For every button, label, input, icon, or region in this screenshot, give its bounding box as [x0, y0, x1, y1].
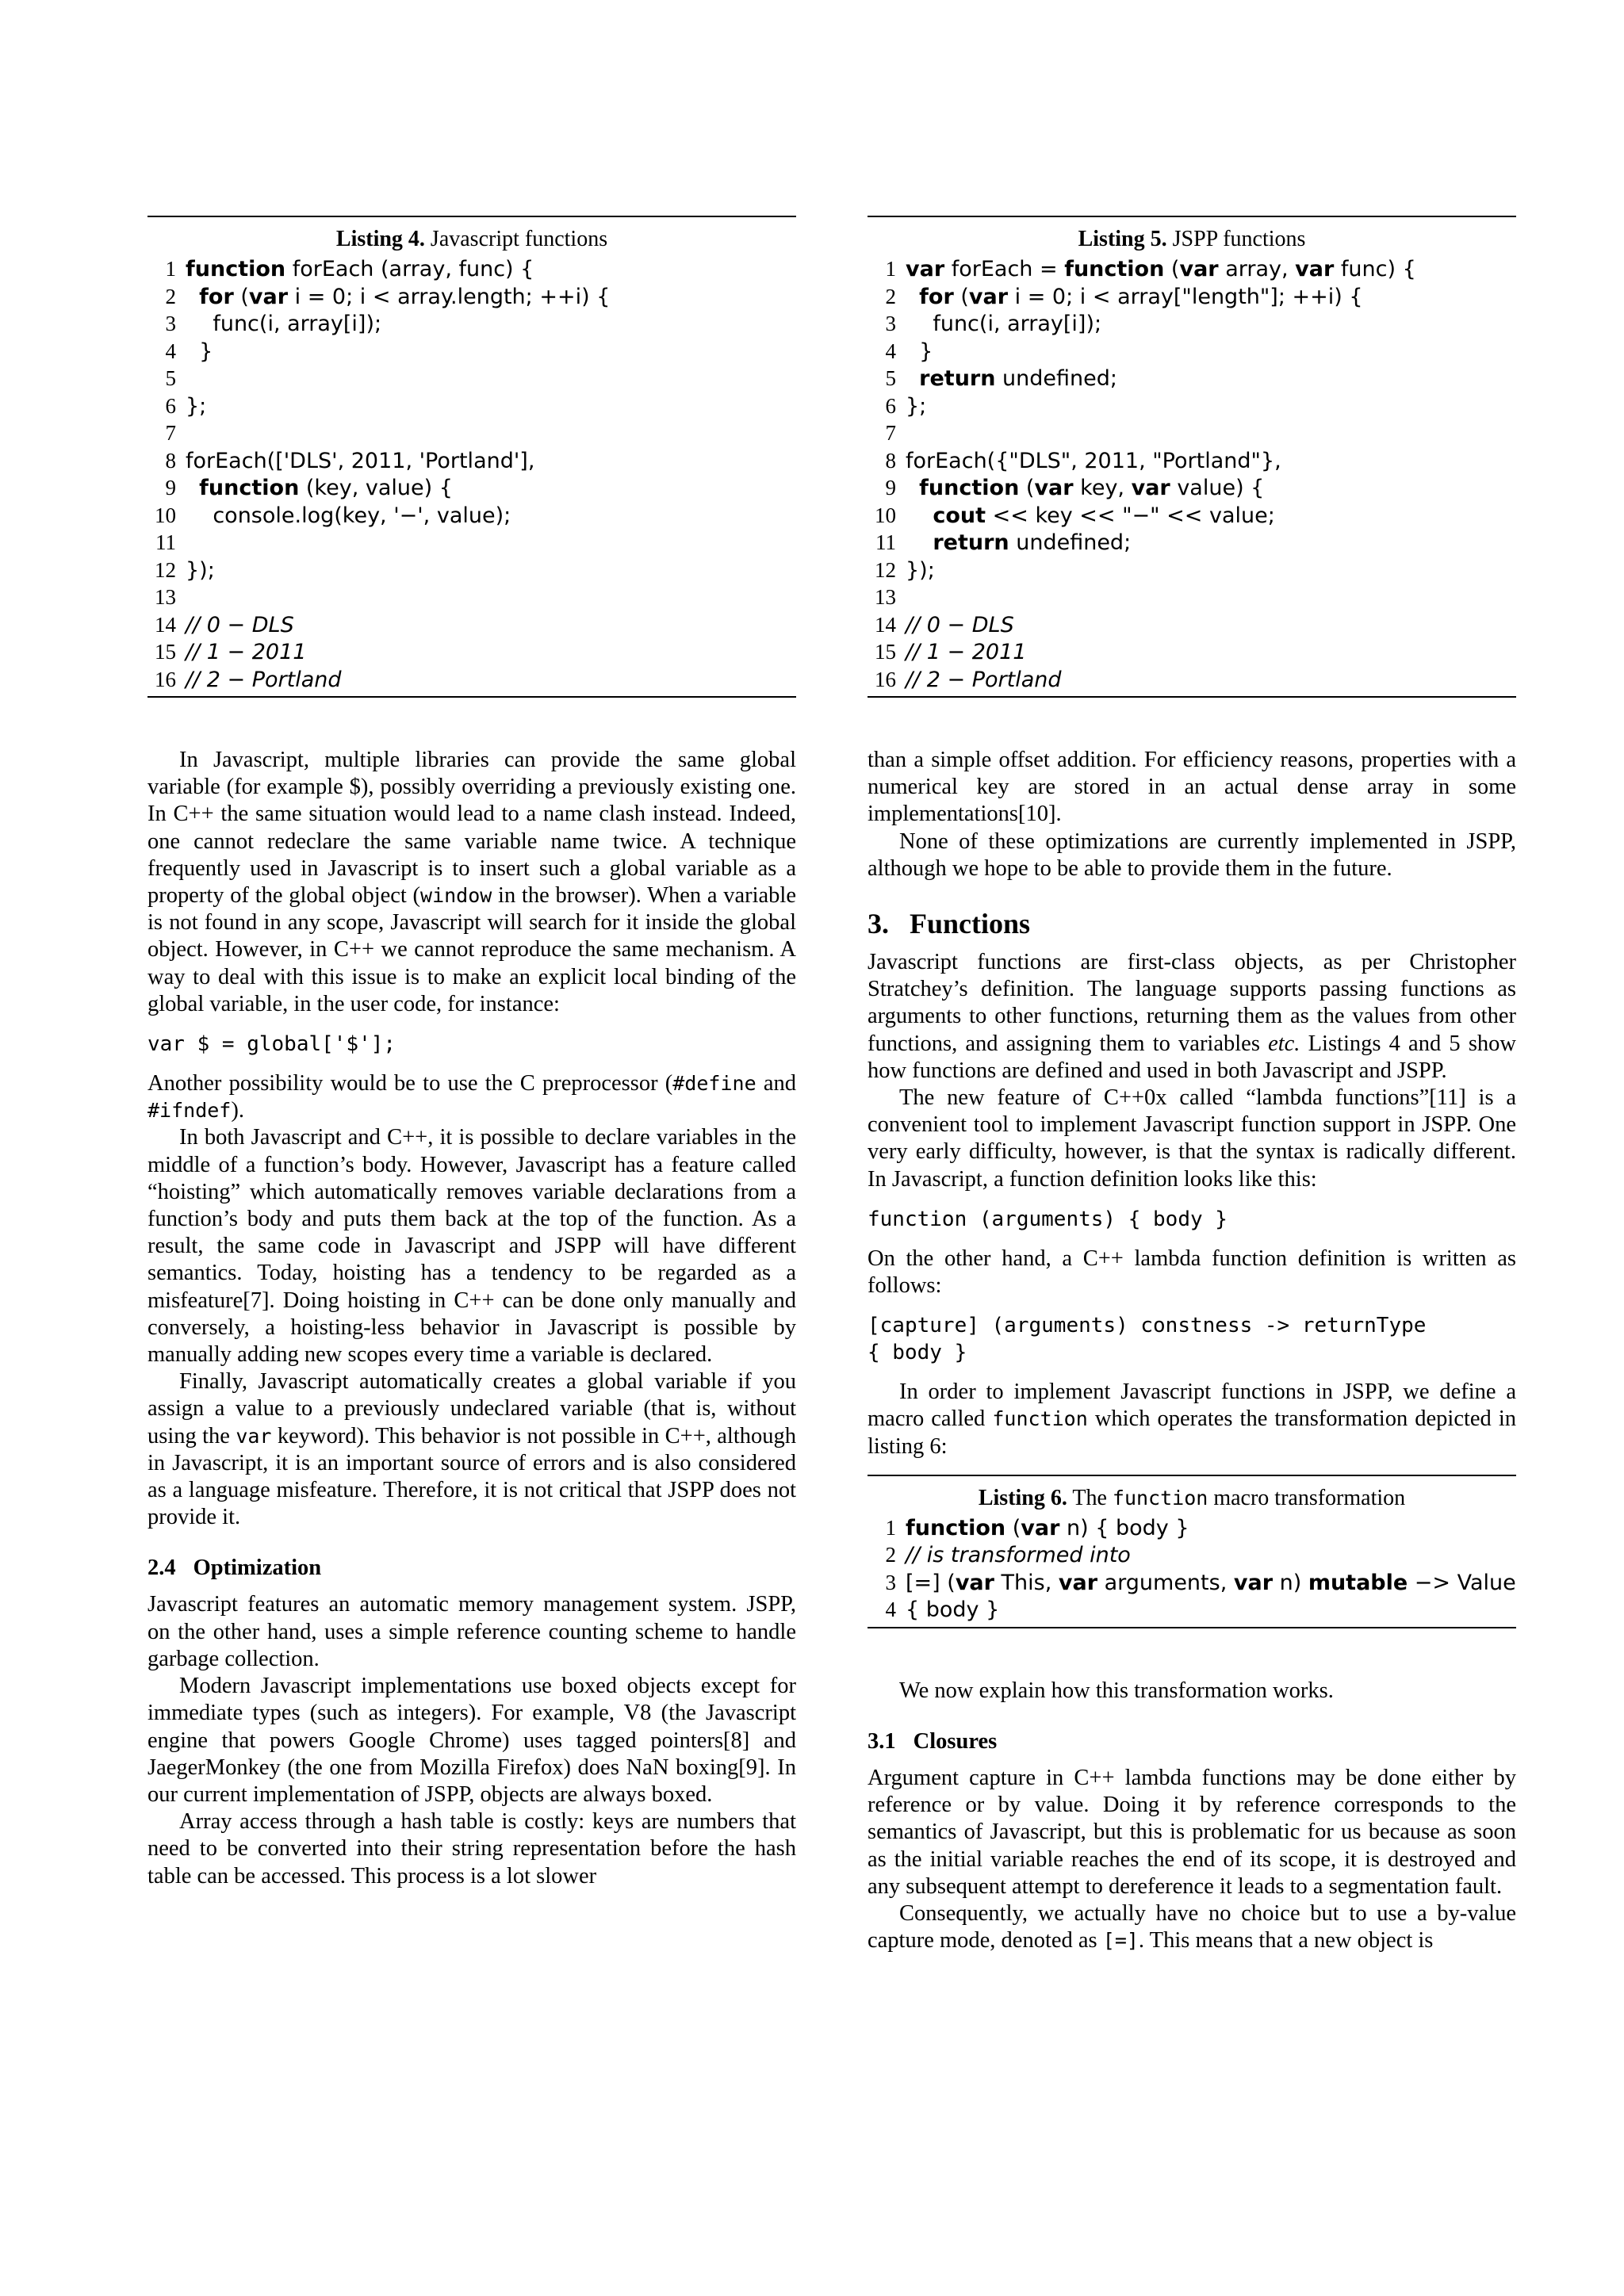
code-text: // 2 − Portland	[906, 667, 1062, 692]
line-number: 5	[165, 366, 176, 390]
line-number: 6	[165, 393, 176, 418]
code-line	[868, 255, 1516, 283]
code-text: // 1 − 2011	[906, 640, 1027, 664]
code-text: }	[906, 339, 933, 364]
code-line	[868, 474, 1516, 502]
section-title: Optimization	[193, 1556, 322, 1581]
code-text: });	[186, 557, 215, 583]
code-text: console.log(key, '−', value);	[186, 503, 511, 528]
line-number: 2	[165, 284, 176, 308]
line-number: 1	[165, 257, 176, 281]
paragraph: Another possibility would be to use the C preprocessor (#define and #ifndef).	[147, 1071, 796, 1123]
code-text: forEach({"DLS", 2011, "Portland"},	[906, 448, 1281, 473]
code-line	[868, 502, 1516, 530]
section-number: 3.1	[868, 1729, 896, 1755]
paragraph: Javascript features an automatic memory management system. JSPP, on the other hand, uses a simple reference counting scheme to handle garbage collection.	[147, 1592, 796, 1671]
code-line	[868, 1596, 1516, 1624]
code-line	[147, 255, 796, 283]
line-number: 4	[885, 339, 896, 363]
line-number: 2	[885, 1543, 896, 1567]
code-line	[147, 611, 796, 639]
code-text: var forEach = function (var array, var func) {	[906, 257, 1416, 281]
code-text: }	[186, 339, 213, 364]
line-number: 14	[875, 612, 896, 637]
code-line	[147, 419, 796, 447]
line-number: 9	[165, 476, 176, 499]
line-number: 4	[885, 1598, 896, 1622]
line-number: 3	[885, 1570, 896, 1594]
listing-6-code	[868, 1514, 1516, 1624]
code-line	[868, 283, 1516, 311]
line-number: 13	[875, 585, 896, 609]
paragraph: than a simple offset addition. For efficiency reasons, properties with a numerical key are stored in an actual dense array in some implementations[10].	[868, 748, 1516, 827]
paragraph: The new feature of C++0x called “lambda functions”[11] is a convenient tool to implement Javascript function support in JSPP. One very early difficulty, however, is that the syntax is radically different. In Javascript, a function definition looks like this:	[868, 1085, 1516, 1192]
paragraph: None of these optimizations are currently implemented in JSPP, although we hope to be able to provide them in the future.	[868, 828, 1516, 881]
code-text: function (var key, var value) {	[919, 476, 1265, 500]
listing-5	[868, 216, 1516, 698]
listing-4-caption	[147, 225, 796, 254]
code-text: [=] (var This, var arguments, var n) mutable −> Value	[906, 1570, 1516, 1595]
code-text: };	[186, 393, 207, 419]
listing-4-title: Javascript functions	[430, 227, 608, 251]
line-number: 16	[155, 667, 176, 691]
line-number: 15	[875, 640, 896, 664]
section-heading-3	[868, 908, 1516, 939]
code-text: // 0 − DLS	[186, 612, 294, 637]
listing-5-label: Listing 5.	[1078, 227, 1167, 251]
code-line	[868, 1541, 1516, 1569]
listing-6-label: Listing 6.	[978, 1485, 1067, 1510]
code-line	[147, 310, 796, 338]
line-number: 3	[885, 312, 896, 335]
code-line	[868, 557, 1516, 584]
code-text: for (var i = 0; i < array.length; ++i) {	[199, 284, 611, 309]
section-number: 3.	[868, 908, 889, 940]
section-heading-3-1	[868, 1728, 1516, 1755]
code-snippet: var $ = global['$'];	[147, 1032, 396, 1057]
code-line	[868, 611, 1516, 639]
line-number: 9	[885, 476, 896, 499]
left-column	[147, 216, 796, 1890]
listing-6-caption	[868, 1484, 1516, 1513]
code-line	[868, 584, 1516, 611]
listing-4-code	[147, 255, 796, 693]
code-text: // 2 − Portland	[186, 667, 342, 692]
line-number: 15	[155, 640, 176, 664]
section-number: 2.4	[147, 1556, 176, 1581]
code-line	[147, 474, 796, 502]
code-text: // 1 − 2011	[186, 640, 307, 664]
line-number: 11	[875, 530, 896, 554]
code-text: // 0 − DLS	[906, 612, 1014, 637]
line-number: 8	[165, 448, 176, 473]
paragraph: In Javascript, multiple libraries can provide the same global variable (for example $), possibly overriding a previously existing one. In C++ the same situation would lead to a name clash instead. Indeed, one cannot redeclare the same variable name twice. A technique frequently used in Javascript is to insert such a global variable as a property of the global object (window in the browser). When a variable is not found in any scope, Javascript will search for it inside the global object. However, in C++ we cannot reproduce the same mechanism. A way to deal with this issue is to make an explicit local binding of the global variable, in the user code, for instance:	[147, 748, 796, 1016]
code-line	[868, 638, 1516, 666]
code-line	[868, 338, 1516, 365]
code-line	[868, 310, 1516, 338]
code-text: function (key, value) {	[199, 476, 453, 500]
code-line	[147, 338, 796, 365]
code-line	[868, 529, 1516, 557]
code-line	[147, 392, 796, 420]
code-line	[147, 529, 796, 557]
listing-5-title: JSPP functions	[1172, 227, 1306, 251]
paragraph: In order to implement Javascript functions in JSPP, we define a macro called function which operates the transformation depicted in listing 6:	[868, 1380, 1517, 1459]
code-line	[147, 283, 796, 311]
code-line	[868, 392, 1516, 420]
right-column	[868, 216, 1516, 1954]
code-text: function (var n) { body }	[906, 1515, 1189, 1540]
paragraph: Modern Javascript implementations use boxed objects except for immediate types (such as integers). For example, V8 (the Javascript engine that powers Google Chrome) uses tagged pointers[8] and JaegerMonkey (the one from Mozilla Firefox) does NaN boxing[9]. In our current implementation of JSPP, objects are always boxed.	[147, 1674, 796, 1807]
code-line	[147, 666, 796, 694]
line-number: 10	[155, 503, 176, 527]
line-number: 11	[155, 530, 176, 554]
listing-6	[868, 1475, 1516, 1628]
line-number: 3	[165, 312, 176, 335]
code-line	[868, 419, 1516, 447]
listing-5-code	[868, 255, 1516, 693]
line-number: 2	[885, 284, 896, 308]
code-text: };	[906, 393, 927, 419]
line-number: 14	[155, 612, 176, 637]
code-text: return undefined;	[933, 530, 1132, 555]
code-line	[868, 365, 1516, 392]
code-line	[868, 447, 1516, 475]
line-number: 5	[885, 366, 896, 390]
line-number: 8	[885, 448, 896, 473]
section-title: Closures	[913, 1729, 998, 1755]
code-line	[147, 502, 796, 530]
code-text: // is transformed into	[906, 1543, 1131, 1568]
listing-6-title-post: macro transformation	[1213, 1485, 1406, 1510]
section-title: Functions	[910, 908, 1031, 940]
line-number: 1	[885, 1515, 896, 1540]
code-line	[868, 1514, 1516, 1542]
line-number: 13	[155, 585, 176, 609]
code-text: });	[906, 557, 935, 583]
line-number: 1	[885, 257, 896, 281]
paragraph: Array access through a hash table is costly: keys are numbers that need to be converted into their string representation before the hash table can be accessed. This process is a lot slower	[147, 1809, 796, 1888]
listing-4	[147, 216, 796, 698]
line-number: 10	[875, 503, 896, 527]
code-line	[147, 447, 796, 475]
code-text: func(i, array[i]);	[186, 312, 382, 336]
code-text: for (var i = 0; i < array["length"]; ++i) {	[919, 284, 1363, 309]
code-text: func(i, array[i]);	[906, 312, 1102, 336]
line-number: 7	[165, 421, 176, 445]
line-number: 6	[885, 393, 896, 418]
listing-5-caption	[868, 225, 1516, 254]
code-line	[147, 557, 796, 584]
paragraph: Finally, Javascript automatically creates a global variable if you assign a value to a previously undeclared variable (that is, without using the var keyword). This behavior is not possible in C++, although in Javascript, it is an important source of errors and is also considered as a language misfeature. Therefore, it is not critical that JSPP does not provide it.	[147, 1369, 796, 1530]
code-line	[868, 1569, 1516, 1597]
listing-6-title-pre: The	[1072, 1485, 1107, 1510]
code-line	[147, 638, 796, 666]
paragraph: Consequently, we actually have no choice but to use a by-value capture mode, denoted as [=]. This means that a new object is	[868, 1901, 1516, 1954]
code-snippet: function (arguments) { body }	[868, 1207, 1228, 1231]
section-heading-2-4	[147, 1555, 796, 1582]
paragraph: We now explain how this transformation works.	[899, 1678, 1334, 1703]
code-line	[147, 584, 796, 611]
line-number: 12	[155, 557, 176, 582]
code-text: function forEach (array, func) {	[186, 257, 534, 281]
paragraph: On the other hand, a C++ lambda function definition is written as follows:	[868, 1246, 1516, 1299]
line-number: 7	[885, 421, 896, 445]
line-number: 16	[875, 667, 896, 691]
code-text: cout << key << "−" << value;	[933, 503, 1275, 528]
paragraph: In both Javascript and C++, it is possible to declare variables in the middle of a function’s body. However, Javascript has a feature called “hoisting” which automatically removes variable declarations from a function’s body and puts them back at the top of the function. As a result, the same code in Javascript and JSPP will have different semantics. Today, hoisting has a tendency to be regarded as a misfeature[7]. Doing hoisting in C++ can be done only manually and conversely, a hoisting-less behavior in Javascript is possible by manually adding new scopes every time a variable is declared.	[147, 1125, 796, 1368]
paragraph: Argument capture in C++ lambda functions may be done either by reference or by value. Doing it by reference corresponds to the semantics of Javascript, but this is problematic for us because as soon as the initial variable reaches the end of its scope, it is destroyed and any subsequent attempt to dereference it leads to a segmentation fault.	[868, 1766, 1516, 1899]
listing-6-title-code: function	[1112, 1486, 1208, 1510]
code-text: return undefined;	[919, 366, 1117, 391]
code-text: { body }	[906, 1598, 1000, 1623]
paragraph: Javascript functions are first-class objects, as per Christopher Stratchey’s definition. The language supports passing functions as arguments to other functions, returning them as the values from other functions, and assigning them to variables etc. Listings 4 and 5 show how functions are defined and used in both Javascript and JSPP.	[868, 950, 1516, 1083]
line-number: 4	[165, 339, 176, 363]
code-snippet: [capture] (arguments) constness -> returnType { body }	[868, 1314, 1427, 1365]
code-line	[868, 666, 1516, 694]
listing-4-label: Listing 4.	[335, 227, 425, 251]
line-number: 12	[875, 557, 896, 582]
code-text: forEach(['DLS', 2011, 'Portland'],	[186, 448, 535, 473]
code-line	[147, 365, 796, 392]
